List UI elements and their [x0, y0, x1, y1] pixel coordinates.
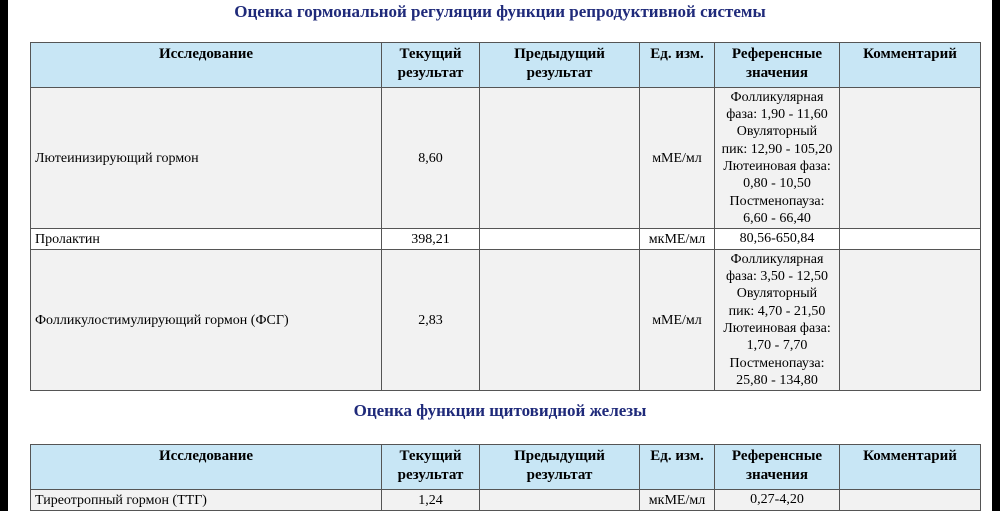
comment	[840, 88, 981, 229]
table-row	[31, 250, 981, 391]
header-unit: Ед. изм.	[640, 445, 715, 490]
comment	[840, 250, 981, 391]
reference-line: Лютеиновая фаза:	[723, 321, 831, 336]
reference-line: фаза: 3,50 - 12,50	[725, 269, 829, 285]
reference-line: 0,80 - 10,50	[743, 176, 811, 192]
header-test: Исследование	[31, 43, 382, 88]
reference-line: 6,60 - 66,40	[743, 210, 811, 226]
reference-line: Овуляторный	[736, 286, 818, 302]
reference-line: Постменопауза:	[729, 193, 825, 209]
unit: мМЕ/мл	[640, 250, 715, 391]
reference-line: фаза: 1,90 - 11,60	[726, 107, 828, 123]
header-reference: Референсные значения	[715, 445, 840, 490]
table-row	[31, 88, 981, 229]
header-current: Текущий результат	[382, 445, 480, 490]
section-title-reproductive: Оценка гормональной регуляции функции репродуктивной системы	[234, 2, 766, 21]
unit: мМЕ/мл	[640, 88, 715, 229]
section-title-thyroid: Оценка функции щитовидной железы	[353, 401, 647, 420]
header-previous: Предыдущий результат	[480, 445, 640, 490]
header-reference: Референсные значения	[715, 43, 840, 88]
unit: мкМЕ/мл	[640, 229, 715, 250]
table-header-row	[31, 43, 981, 88]
previous-result	[480, 490, 640, 511]
reference-line: Фолликулярная	[730, 89, 824, 105]
reference-line: Овуляторный	[736, 124, 818, 140]
lab-report-page	[8, 0, 992, 511]
unit: мкМЕ/мл	[640, 490, 715, 511]
reference-line: пик: 12,90 - 105,20	[721, 141, 833, 157]
test-name: Фолликулостимулирующий гормон (ФСГ)	[31, 250, 382, 391]
reference-line: 25,80 - 134,80	[736, 372, 818, 388]
current-result: 1,24	[382, 490, 480, 511]
reference-values	[715, 490, 840, 511]
previous-result	[480, 250, 640, 391]
reference-values	[715, 88, 840, 229]
test-name: Тиреотропный гормон (ТТГ)	[31, 490, 382, 511]
comment	[840, 490, 981, 511]
previous-result	[480, 88, 640, 229]
reference-line: Лютеиновая фаза:	[723, 159, 831, 174]
reference-line: Фолликулярная	[730, 251, 824, 267]
header-previous: Предыдущий результат	[480, 43, 640, 88]
reference-line: 80,56-650,84	[739, 231, 815, 247]
table-row	[31, 490, 981, 511]
reference-values	[715, 229, 840, 250]
reference-line: Постменопауза:	[729, 355, 825, 371]
current-result: 398,21	[382, 229, 480, 250]
header-comment: Комментарий	[840, 43, 981, 88]
previous-result	[480, 229, 640, 250]
table-row	[31, 229, 981, 250]
reproductive-results-table	[30, 42, 981, 391]
reference-values	[715, 250, 840, 391]
table-header-row	[31, 445, 981, 490]
thyroid-results-table	[30, 444, 981, 511]
test-name: Пролактин	[31, 229, 382, 250]
test-name: Лютеинизирующий гормон	[31, 88, 382, 229]
header-current: Текущий результат	[382, 43, 480, 88]
reference-line: 0,27-4,20	[750, 492, 804, 508]
reference-line: пик: 4,70 - 21,50	[728, 303, 826, 319]
current-result: 2,83	[382, 250, 480, 391]
header-unit: Ед. изм.	[640, 43, 715, 88]
current-result: 8,60	[382, 88, 480, 229]
header-test: Исследование	[31, 445, 382, 490]
header-comment: Комментарий	[840, 445, 981, 490]
comment	[840, 229, 981, 250]
reference-line: 1,70 - 7,70	[746, 338, 808, 354]
